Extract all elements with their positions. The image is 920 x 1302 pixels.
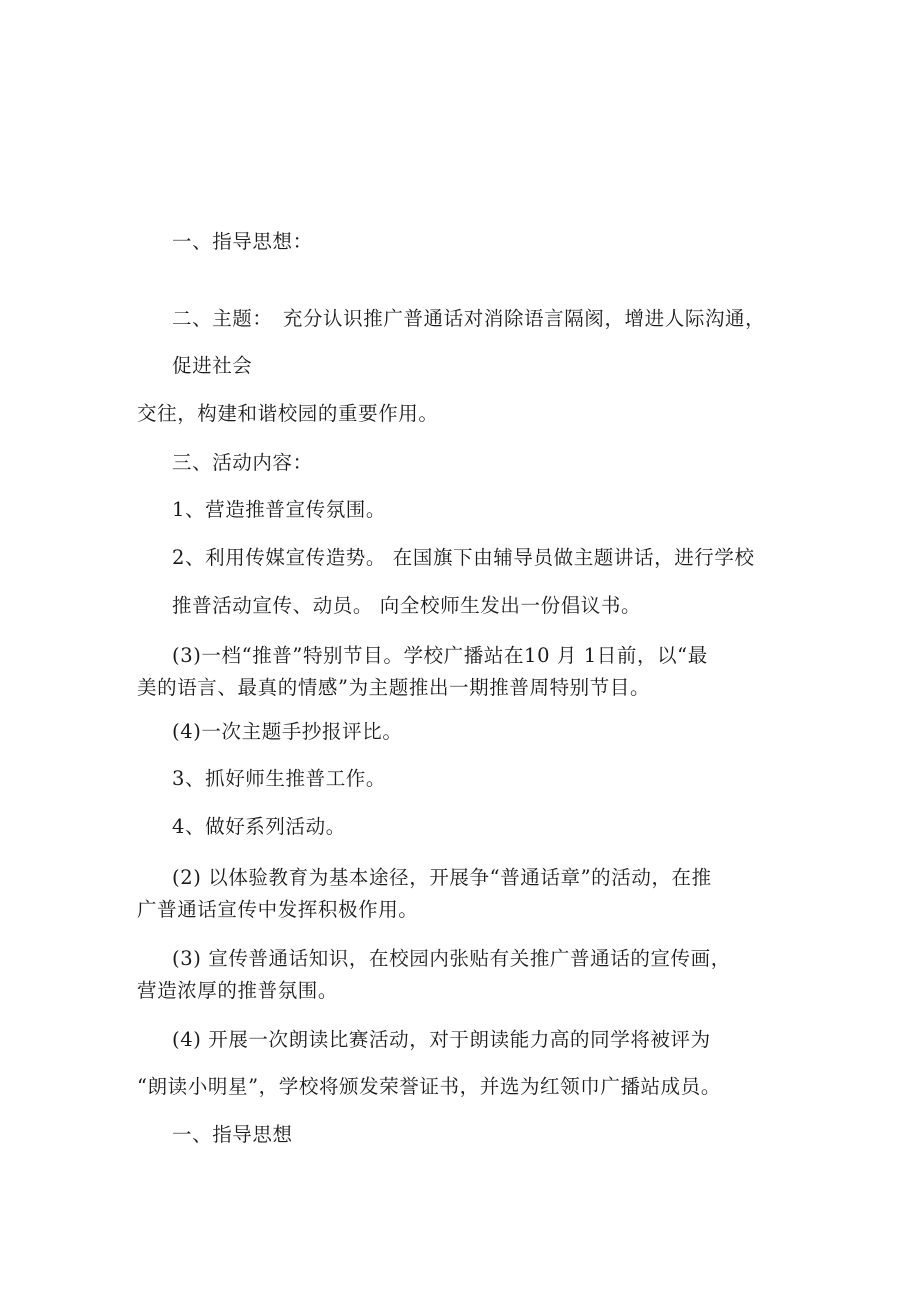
sub-item-3: (3)一档“推普”特别节目。学校广播站在10 月 1日前，以“最 <box>172 644 708 667</box>
heading-theme: 二、主题： 充分认识推广普通话对消除语言隔阂，增进人际沟通， <box>172 307 766 330</box>
paragraph-line: “朗读小明星”，学校将颁发荣誉证书，并选为红领巾广播站成员。 <box>137 1075 721 1098</box>
list-item-4: 4、做好系列活动。 <box>172 815 346 838</box>
heading-guiding-ideology-repeat: 一、指导思想 <box>172 1123 293 1146</box>
heading-activity-content: 三、活动内容： <box>172 451 313 474</box>
sub-item-4: (4)一次主题手抄报评比。 <box>172 720 403 743</box>
sub-item-2: (2) 以体验教育为基本途径，开展争“普通话章”的活动，在推 <box>172 866 712 889</box>
list-item-3: 3、抓好师生推普工作。 <box>172 767 387 790</box>
paragraph-line: 交往，构建和谐校园的重要作用。 <box>137 402 439 425</box>
sub-item-4b: (4) 开展一次朗读比赛活动，对于朗读能力高的同学将被评为 <box>172 1028 711 1051</box>
paragraph-line: 营造浓厚的推普氛围。 <box>137 979 339 1002</box>
heading-guiding-ideology: 一、指导思想： <box>172 230 313 253</box>
list-item-1: 1、营造推普宣传氛围。 <box>172 498 387 521</box>
sub-item-3b: (3) 宣传普通话知识，在校园内张贴有关推广普通话的宣传画， <box>172 947 731 970</box>
paragraph-line: 广普通话宣传中发挥积极作用。 <box>137 898 419 921</box>
list-item-2: 2、利用传媒宣传造势。 在国旗下由辅导员做主题讲话，进行学校 <box>172 546 755 569</box>
paragraph-line: 美的语言、最真的情感”为主题推出一期推普周特别节目。 <box>137 676 651 699</box>
paragraph-line: 促进社会 <box>172 354 253 377</box>
paragraph-line: 推普活动宣传、动员。 向全校师生发出一份倡议书。 <box>172 594 642 617</box>
